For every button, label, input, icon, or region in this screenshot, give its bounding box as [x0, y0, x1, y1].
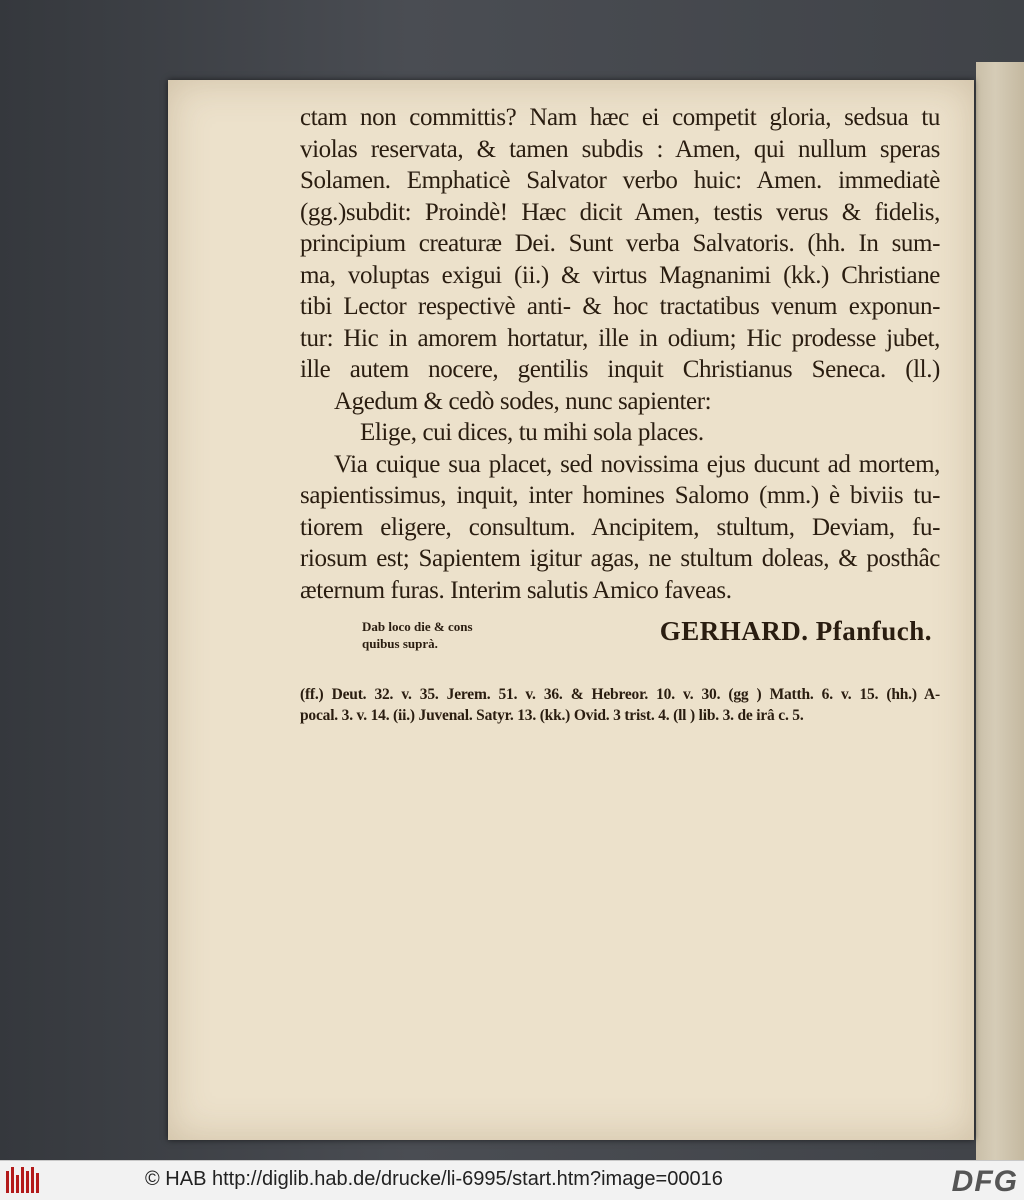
facing-page-edge	[976, 62, 1024, 1160]
verse-line: Elige, cui dices, tu mihi sola places.	[360, 419, 704, 446]
hab-barcode-logo-icon	[6, 1167, 46, 1195]
date-note	[362, 618, 473, 652]
text-line: ctam non committis? Nam hæc ei competit gloria, sedsua tu	[300, 104, 940, 131]
text-line: Agedum & cedò sodes, nunc sapienter:	[334, 387, 712, 415]
text-line: tibi Lector respectivè anti- & hoc tractatibus venum exponun-	[300, 293, 940, 320]
text-line: violas reservata, & tamen subdis : Amen, qui nullum speras	[300, 135, 940, 163]
text-line: tiorem eligere, consultum. Ancipitem, stultum, Deviam, fu-	[300, 513, 940, 541]
text-line: principium creaturæ Dei. Sunt verba Salvatoris. (hh. In sum-	[300, 230, 940, 257]
signature-block	[300, 616, 940, 662]
text-line: ille autem nocere, gentilis inquit Christianus Seneca. (ll.)	[300, 356, 940, 383]
text-line: tur: Hic in amorem hortatur, ille in odium; Hic prodesse jubet,	[300, 324, 940, 352]
footer-bar	[0, 1160, 1024, 1200]
text-line: (gg.)subdit: Proindè! Hæc dicit Amen, testis verus & fidelis,	[300, 198, 940, 226]
author-name: GERHARD. Pfanfuch.	[659, 616, 932, 646]
footnote-line: pocal. 3. v. 14. (ii.) Juvenal. Satyr. 13. (kk.) Ovid. 3 trist. 4. (ll ) lib. 3. de irâ c. 5.	[300, 707, 804, 724]
date-note-line: quibus suprà.	[362, 636, 438, 651]
body-text	[300, 102, 940, 606]
text-line: riosum est; Sapientem igitur agas, ne stultum doleas, & posthâc	[300, 545, 940, 572]
copyright-text: © HAB http://diglib.hab.de/drucke/li-6995/start.htm?image=00016	[145, 1168, 723, 1190]
dfg-logo: DFG	[951, 1165, 1018, 1198]
text-line: æternum furas. Interim salutis Amico faveas.	[300, 576, 732, 604]
text-line: sapientissimus, inquit, inter homines Salomo (mm.) è biviis tu-	[300, 482, 940, 509]
text-line: ma, voluptas exigui (ii.) & virtus Magnanimi (kk.) Christiane	[300, 261, 940, 289]
footnote-line: (ff.) Deut. 32. v. 35. Jerem. 51. v. 36. & Hebreor. 10. v. 30. (gg ) Matth. 6. v. 15. (hh.) A-	[300, 686, 940, 703]
text-line: Via cuique sua placet, sed novissima ejus ducunt ad mortem,	[334, 450, 940, 478]
text-line: Solamen. Emphaticè Salvator verbo huic: Amen. immediatè	[300, 167, 940, 194]
date-note-line: Dab loco die & cons	[362, 619, 473, 634]
footnotes	[300, 684, 940, 726]
